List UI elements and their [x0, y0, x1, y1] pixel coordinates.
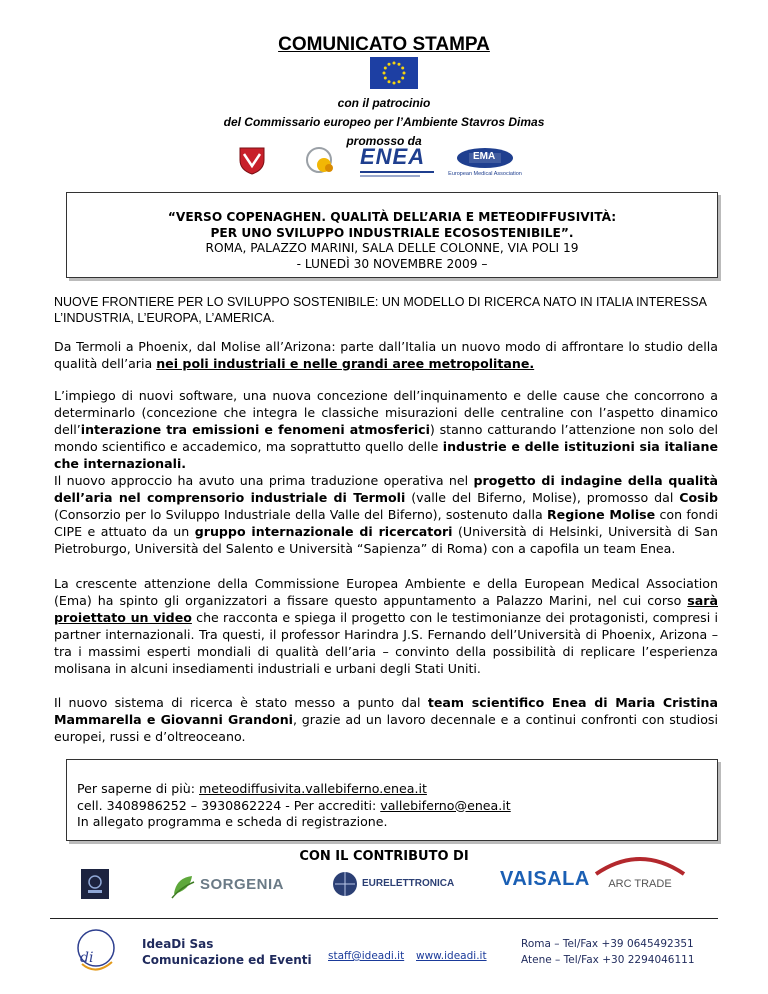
arc-icon	[590, 852, 690, 876]
page-title: COMUNICATO STAMPA	[278, 34, 490, 55]
paragraph: Il nuovo approccio ha avuto una prima traduzione operativa nel progetto di indagine della qualità dell’aria nel comprensorio industriale di Termoli (valle del Biferno, Molise), promosso dal Cosib (Consorzio per lo Sviluppo Industriale della Valle del Biferno), sostenuto dalla Regione Molise con fondi CIPE e attuato da un gruppo internazionale di ricercatori (Università di Helsinki, Università di San Pietroburgo, Università del Salento e Università “Sapienza” di Roma) con a capofila un team Enea.	[54, 473, 718, 557]
footer-company: IdeaDi Sas Comunicazione ed Eventi	[142, 937, 312, 967]
paragraph: Il nuovo sistema di ricerca è stato messo a punto dal team scientifico Enea di Maria Cristina Mammarella e Giovanni Grandoni, grazie ad un lavoro decennale e a continui confronti con studiosi europei, russi e d’oltreoceano.	[54, 695, 718, 745]
patronage-block	[0, 94, 768, 151]
accreditation-email-link[interactable]: vallebiferno@enea.it	[380, 797, 511, 813]
vaisala-logo: VAISALA	[500, 868, 590, 890]
meteodiffusivita-link[interactable]: meteodiffusivita.vallebiferno.enea.it	[199, 781, 427, 796]
enea-logo: ENEA	[360, 146, 438, 180]
paragraph: L’impiego di nuovi software, una nuova concezione dell’inquinamento e delle cause che concorrono a determinarlo (concezione che integra le classiche misurazioni delle centraline con l’aspetto dinamico dell’interazione tra emissioni e fenomeni atmosferici) stanno catturando l’attenzione non solo del mondo scientifico e accademico, ma soprattutto quello delle industrie e delle istituzioni sia italiane che internazionali.	[54, 388, 718, 472]
eurelettronica-logo: EURELETTRONICA	[332, 871, 472, 897]
cosib-logo	[302, 145, 342, 177]
event-venue: ROMA, PALAZZO MARINI, SALA DELLE COLONNE, VIA POLI 19	[205, 241, 579, 255]
patronage-line: del Commissario europeo per l’Ambiente Stavros Dimas	[223, 115, 545, 129]
footer-contacts: Roma – Tel/Fax +39 0645492351 Atene – Tel/Fax +30 2294046111	[521, 938, 695, 966]
headline: NUOVE FRONTIERE PER LO SVILUPPO SOSTENIBILE: UN MODELLO DI RICERCA NATO IN ITALIA INTERESSA L’INDUSTRIA, L’EUROPA, L’AMERICA.	[54, 295, 707, 325]
footer-website-link[interactable]: www.ideadi.it	[416, 950, 487, 962]
paragraph: Da Termoli a Phoenix, dal Molise all’Arizona: parte dall’Italia un nuovo modo di affrontare lo studio della qualità dell’aria nei poli industriali e nelle grandi aree metropolitane.	[54, 339, 718, 372]
event-date: - LUNEDÌ 30 NOVEMBRE 2009 –	[296, 256, 488, 271]
phones-line: cell. 3408986252 – 3930862224 - Per accrediti: vallebiferno@enea.it	[77, 797, 511, 813]
sponsors-heading: CON IL CONTRIBUTO DI	[299, 849, 469, 864]
paragraph: La crescente attenzione della Commissione Europea Ambiente e della European Medical Association (Ema) ha spinto gli organizzatori a fissare questo appuntamento a Palazzo Marini, nel cui corso sarà proiettato un video che racconta e spiega il progetto con le testimonianze dei protagonisti, compresi i partner internazionali. Tra questi, il professor Harindra J.S. Fernando dell’Università di Phoenix, Arizona – tra i massimi esperti mondiali di qualità dell’aria – convinto della possibilità di replicare l’esperienza molisana in alcuni insediamenti industriali e urbani degli Stati Uniti.	[54, 576, 718, 677]
footer-divider	[50, 918, 718, 919]
event-title-line: PER UNO SVILUPPO INDUSTRIALE ECOSOSTENIBILE”.	[210, 225, 574, 240]
sorgenia-logo: SORGENIA	[170, 872, 290, 900]
event-box	[66, 192, 718, 278]
footer-email-link[interactable]: staff@ideadi.it	[328, 950, 405, 962]
arctrade-logo: ARC TRADE	[590, 852, 690, 896]
molise-region-logo	[236, 144, 268, 176]
eu-flag-icon	[370, 57, 418, 89]
ideadi-logo: di	[62, 924, 124, 980]
ema-logo: EMA European Medical Association	[445, 147, 525, 181]
more-info-line: Per saperne di più: meteodiffusivita.vallebiferno.enea.it	[77, 781, 427, 796]
attached-note: In allegato programma e scheda di registrazione.	[77, 814, 388, 829]
info-box	[66, 759, 718, 841]
event-title-line: “VERSO COPENAGHEN. QUALITÀ DELL’ARIA E METEODIFFUSIVITÀ:	[167, 210, 617, 224]
sorgenia-leaf-icon	[170, 872, 198, 900]
patronage-line: con il patrocinio	[337, 96, 431, 110]
sponsor-crest-logo	[80, 868, 110, 900]
patronage-line: promosso da	[346, 134, 422, 148]
globe-icon	[332, 871, 358, 897]
